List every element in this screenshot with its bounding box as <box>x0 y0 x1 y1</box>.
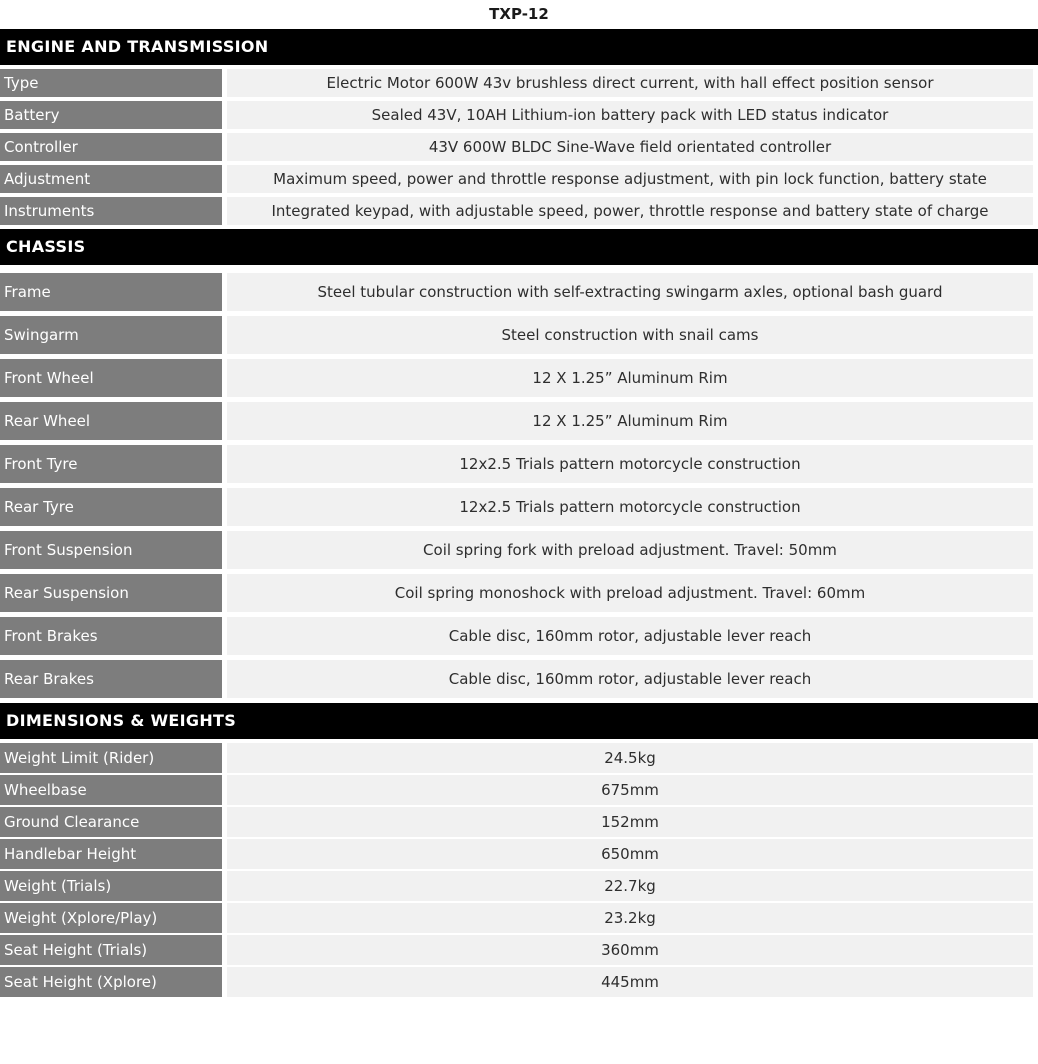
spec-row <box>0 69 1033 97</box>
spec-value: Steel tubular construction with self-extracting swingarm axles, optional bash guard <box>227 273 1033 311</box>
spec-value: 24.5kg <box>227 743 1033 773</box>
spec-row <box>0 359 1033 397</box>
spec-value: Coil spring monoshock with preload adjustment. Travel: 60mm <box>227 574 1033 612</box>
spec-label: Instruments <box>0 197 222 225</box>
spec-label: Rear Brakes <box>0 660 222 698</box>
spec-value: 650mm <box>227 839 1033 869</box>
spec-value: Steel construction with snail cams <box>227 316 1033 354</box>
spec-row <box>0 445 1033 483</box>
spec-value: 22.7kg <box>227 871 1033 901</box>
spec-value: 12x2.5 Trials pattern motorcycle construction <box>227 488 1033 526</box>
spec-label: Swingarm <box>0 316 222 354</box>
spec-value: 12 X 1.25” Aluminum Rim <box>227 359 1033 397</box>
section-rows <box>0 69 1038 225</box>
spec-row <box>0 197 1033 225</box>
spec-row <box>0 133 1033 161</box>
spec-row <box>0 839 1033 869</box>
sections <box>0 29 1038 997</box>
spec-value: 12 X 1.25” Aluminum Rim <box>227 402 1033 440</box>
spec-value: 12x2.5 Trials pattern motorcycle construction <box>227 445 1033 483</box>
spec-row <box>0 101 1033 129</box>
spec-value: 152mm <box>227 807 1033 837</box>
spec-value: Integrated keypad, with adjustable speed, power, throttle response and battery state of charge <box>227 197 1033 225</box>
section-header: DIMENSIONS & WEIGHTS <box>0 703 1038 739</box>
spec-label: Rear Wheel <box>0 402 222 440</box>
spec-label: Weight (Xplore/Play) <box>0 903 222 933</box>
spec-value: 675mm <box>227 775 1033 805</box>
spec-row <box>0 531 1033 569</box>
spec-section <box>0 229 1038 698</box>
spec-label: Front Suspension <box>0 531 222 569</box>
spec-row <box>0 743 1033 773</box>
spec-value: Electric Motor 600W 43v brushless direct current, with hall effect position sensor <box>227 69 1033 97</box>
spec-row <box>0 935 1033 965</box>
spec-value: 23.2kg <box>227 903 1033 933</box>
spec-label: Seat Height (Trials) <box>0 935 222 965</box>
spec-value: 360mm <box>227 935 1033 965</box>
page-title: TXP-12 <box>489 5 549 23</box>
spec-section <box>0 29 1038 225</box>
section-rows <box>0 273 1038 698</box>
spec-row <box>0 488 1033 526</box>
section-header: ENGINE AND TRANSMISSION <box>0 29 1038 65</box>
spec-value: 445mm <box>227 967 1033 997</box>
spec-row <box>0 165 1033 193</box>
spec-label: Ground Clearance <box>0 807 222 837</box>
spec-value: Cable disc, 160mm rotor, adjustable lever reach <box>227 617 1033 655</box>
spec-label: Rear Suspension <box>0 574 222 612</box>
spec-row <box>0 807 1033 837</box>
spec-row <box>0 903 1033 933</box>
spec-label: Handlebar Height <box>0 839 222 869</box>
spec-value: 43V 600W BLDC Sine-Wave field orientated controller <box>227 133 1033 161</box>
spec-value: Sealed 43V, 10AH Lithium-ion battery pack with LED status indicator <box>227 101 1033 129</box>
spec-row <box>0 273 1033 311</box>
spec-label: Front Brakes <box>0 617 222 655</box>
spec-value: Cable disc, 160mm rotor, adjustable lever reach <box>227 660 1033 698</box>
spec-row <box>0 660 1033 698</box>
spec-row <box>0 402 1033 440</box>
spec-label: Frame <box>0 273 222 311</box>
spec-label: Rear Tyre <box>0 488 222 526</box>
spec-label: Front Tyre <box>0 445 222 483</box>
spec-label: Battery <box>0 101 222 129</box>
spec-label: Weight (Trials) <box>0 871 222 901</box>
spec-label: Front Wheel <box>0 359 222 397</box>
spec-label: Controller <box>0 133 222 161</box>
spec-value: Coil spring fork with preload adjustment. Travel: 50mm <box>227 531 1033 569</box>
spec-row <box>0 316 1033 354</box>
spec-label: Seat Height (Xplore) <box>0 967 222 997</box>
section-rows <box>0 743 1038 997</box>
spec-row <box>0 967 1033 997</box>
spec-value: Maximum speed, power and throttle response adjustment, with pin lock function, battery state <box>227 165 1033 193</box>
spec-label: Type <box>0 69 222 97</box>
spec-row <box>0 775 1033 805</box>
spec-label: Wheelbase <box>0 775 222 805</box>
spec-row <box>0 617 1033 655</box>
spec-row <box>0 871 1033 901</box>
spec-section <box>0 703 1038 997</box>
spec-row <box>0 574 1033 612</box>
section-header: CHASSIS <box>0 229 1038 265</box>
spec-label: Adjustment <box>0 165 222 193</box>
spec-label: Weight Limit (Rider) <box>0 743 222 773</box>
